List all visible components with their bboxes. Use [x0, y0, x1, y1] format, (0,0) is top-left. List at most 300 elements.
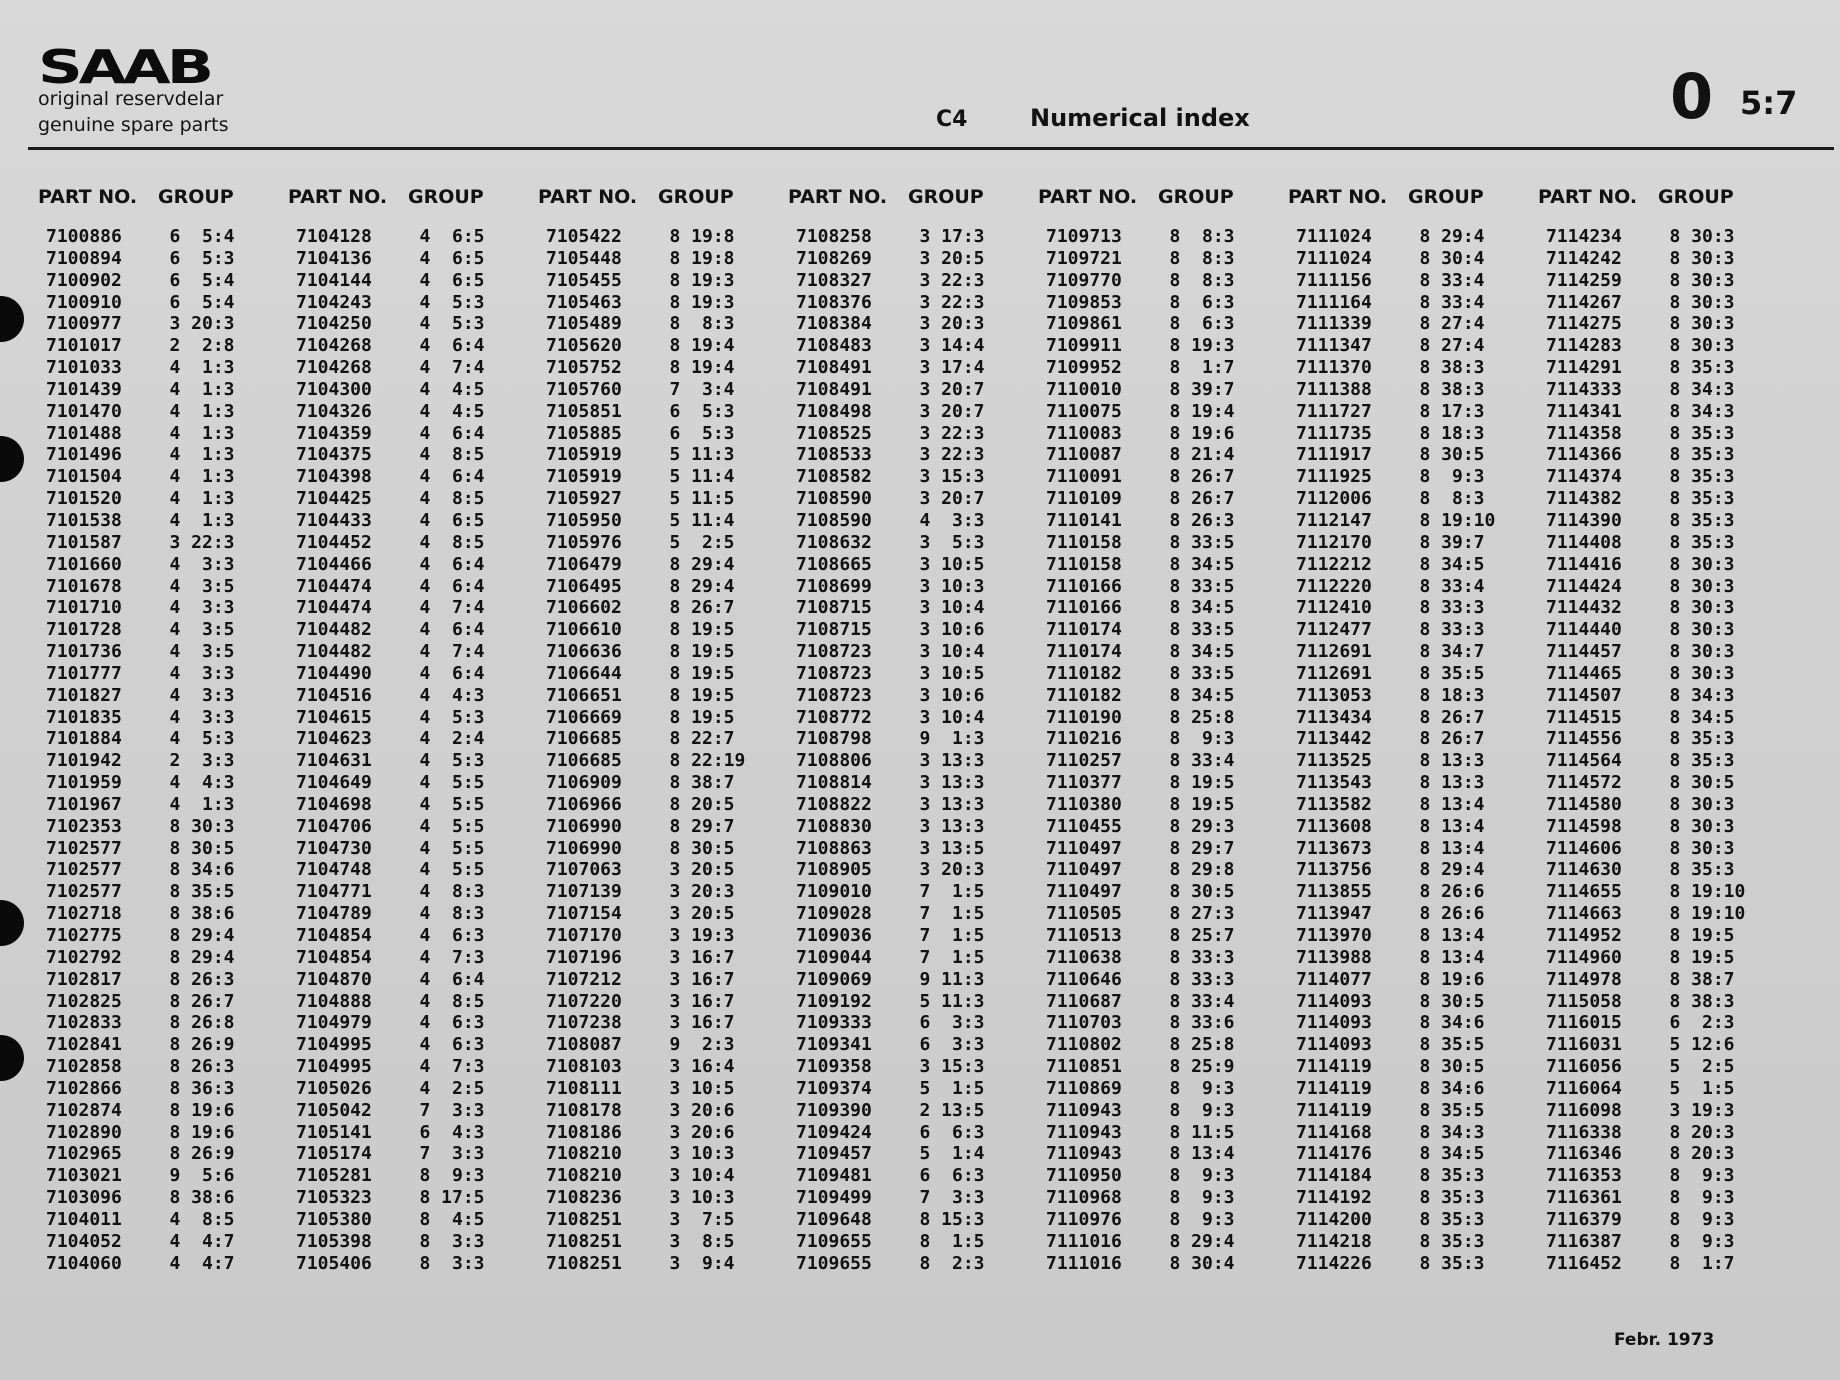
table-row [1538, 663, 1788, 685]
group-ref: 4 1:3 [169, 422, 235, 444]
part-number: 7113608 [1296, 815, 1372, 837]
table-row [1538, 794, 1788, 816]
binder-hole [0, 436, 24, 482]
table-row [1538, 969, 1788, 991]
table-row [1288, 816, 1538, 838]
table-row [288, 313, 538, 335]
part-number: 7110497 [1046, 837, 1122, 859]
part-number: 7114598 [1546, 815, 1622, 837]
part-number: 7114218 [1296, 1230, 1372, 1252]
part-number: 7114416 [1546, 553, 1622, 575]
group-ref: 8 19:8 [669, 226, 735, 247]
group-ref: 8 27:4 [1419, 313, 1485, 335]
part-number: 7107170 [546, 925, 622, 946]
part-number: 7108715 [796, 619, 872, 641]
group-ref: 8 30:3 [1669, 662, 1735, 684]
group-ref: 8 33:5 [1169, 619, 1235, 641]
group-ref: 8 18:3 [1419, 684, 1485, 706]
table-row [538, 1078, 788, 1100]
table-row [1038, 1100, 1288, 1122]
group-header: GROUP [158, 186, 234, 208]
group-ref: 8 33:3 [1419, 597, 1485, 619]
part-number: 7113525 [1296, 750, 1372, 772]
part-number: 7108491 [796, 378, 872, 400]
table-row [538, 1209, 788, 1231]
group-ref: 5 12:6 [1669, 1034, 1735, 1056]
group-ref: 8 9:3 [1169, 1099, 1235, 1121]
table-row [1288, 772, 1538, 794]
table-row [38, 728, 288, 750]
group-ref: 8 35:5 [169, 881, 235, 903]
part-number: 7104268 [296, 335, 372, 357]
table-row [1288, 641, 1538, 663]
table-row [38, 1231, 288, 1253]
table-row [538, 794, 788, 816]
part-number: 7104482 [296, 619, 372, 641]
table-row [538, 292, 788, 314]
table-row [1288, 1122, 1538, 1144]
table-row [538, 707, 788, 729]
table-row [288, 881, 538, 903]
part-number: 7110158 [1046, 531, 1122, 553]
part-number: 7105455 [546, 269, 622, 291]
part-number: 7110851 [1046, 1056, 1122, 1078]
table-row [288, 248, 538, 270]
table-row [1038, 1253, 1288, 1275]
group-ref: 8 22:7 [669, 728, 735, 750]
table-row [1038, 532, 1288, 554]
group-ref: 3 10:5 [919, 662, 985, 684]
group-ref: 4 6:4 [419, 619, 485, 641]
part-number: 7108772 [796, 706, 872, 728]
table-row [288, 728, 538, 750]
group-ref: 8 26:3 [1169, 509, 1235, 531]
table-row [288, 1100, 538, 1122]
part-number: 7100894 [46, 247, 122, 269]
part-number: 7110075 [1046, 400, 1122, 422]
table-row [788, 248, 1038, 270]
part-number: 7108830 [796, 815, 872, 837]
table-row [1288, 532, 1538, 554]
part-number: 7100910 [46, 291, 122, 313]
part-number: 7111156 [1296, 269, 1372, 291]
table-row [1288, 292, 1538, 314]
table-row [1038, 619, 1288, 641]
table-row [38, 991, 288, 1013]
part-number: 7114200 [1296, 1208, 1372, 1230]
group-ref: 8 19:4 [669, 335, 735, 357]
table-row [1288, 466, 1538, 488]
group-ref: 8 19:8 [669, 247, 735, 269]
group-ref: 4 6:3 [419, 1034, 485, 1056]
table-row [538, 1231, 788, 1253]
table-row [1038, 248, 1288, 270]
group-ref: 8 26:7 [1169, 488, 1235, 510]
table-row [38, 685, 288, 707]
part-number: 7114390 [1546, 509, 1622, 531]
table-row [788, 1209, 1038, 1231]
table-row [1538, 357, 1788, 379]
group-ref: 8 26:7 [669, 597, 735, 619]
group-ref: 3 5:3 [919, 531, 985, 553]
table-row [538, 576, 788, 598]
table-row [788, 488, 1038, 510]
table-row [1038, 1143, 1288, 1165]
part-number: 7112147 [1296, 509, 1372, 531]
part-number: 7112006 [1296, 488, 1372, 510]
part-number: 7100902 [46, 269, 122, 291]
part-number: 7101488 [46, 422, 122, 444]
table-row [1538, 947, 1788, 969]
table-row [1538, 1143, 1788, 1165]
group-ref: 8 29:4 [669, 575, 735, 597]
index-column [288, 186, 538, 1275]
table-row [1288, 1143, 1538, 1165]
table-row [1288, 1209, 1538, 1231]
part-number: 7114119 [1296, 1077, 1372, 1099]
group-ref: 8 34:5 [1419, 553, 1485, 575]
group-ref: 5 11:5 [669, 488, 735, 510]
part-number: 7114242 [1546, 247, 1622, 269]
part-number: 7113582 [1296, 793, 1372, 815]
part-number: 7104011 [46, 1208, 122, 1230]
group-ref: 8 34:5 [1419, 1143, 1485, 1165]
part-number: 7107063 [546, 859, 622, 881]
part-number: 7102718 [46, 903, 122, 925]
group-ref: 8 6:3 [1169, 313, 1235, 335]
group-ref: 7 1:5 [919, 903, 985, 925]
table-row [788, 925, 1038, 947]
part-number: 7110087 [1046, 444, 1122, 466]
part-number: 7104870 [296, 968, 372, 990]
group-ref: 8 36:3 [169, 1077, 235, 1099]
table-row [38, 1253, 288, 1275]
part-number: 7106651 [546, 684, 622, 706]
group-ref: 8 30:3 [1669, 575, 1735, 597]
group-ref: 8 33:3 [1419, 619, 1485, 641]
group-ref: 8 13:4 [1419, 946, 1485, 968]
group-ref: 8 19:5 [669, 619, 735, 641]
part-number: 7101835 [46, 706, 122, 728]
group-ref: 9 5:6 [169, 1165, 235, 1187]
table-row [788, 423, 1038, 445]
table-row [1538, 292, 1788, 314]
group-ref: 4 6:3 [419, 1012, 485, 1034]
group-ref: 4 3:3 [169, 597, 235, 619]
table-row [38, 554, 288, 576]
part-no-header: PART NO. [1038, 186, 1138, 208]
part-number: 7116387 [1546, 1230, 1622, 1252]
group-ref: 4 7:3 [419, 946, 485, 968]
group-ref: 8 35:3 [1669, 750, 1735, 772]
part-number: 7108798 [796, 728, 872, 750]
part-number: 7105398 [296, 1230, 372, 1252]
group-ref: 4 5:3 [169, 728, 235, 750]
part-number: 7114424 [1546, 575, 1622, 597]
group-ref: 4 8:3 [419, 903, 485, 925]
part-number: 7114226 [1296, 1252, 1372, 1274]
part-number: 7108590 [796, 509, 872, 531]
part-number: 7104375 [296, 444, 372, 466]
part-number: 7108376 [796, 291, 872, 313]
table-row [1538, 423, 1788, 445]
group-ref: 3 15:3 [919, 1056, 985, 1078]
table-row [1288, 1034, 1538, 1056]
part-number: 7104854 [296, 925, 372, 946]
part-number: 7108103 [546, 1056, 622, 1078]
table-row [538, 859, 788, 881]
group-ref: 8 19:5 [1669, 925, 1735, 946]
group-ref: 3 10:4 [919, 706, 985, 728]
group-ref: 4 6:4 [419, 553, 485, 575]
group-ref: 5 11:4 [669, 466, 735, 488]
part-number: 7108087 [546, 1034, 622, 1056]
table-row [38, 1143, 288, 1165]
table-row [288, 554, 538, 576]
part-number: 7111016 [1046, 1252, 1122, 1274]
part-number: 7110182 [1046, 684, 1122, 706]
part-number: 7113053 [1296, 684, 1372, 706]
part-number: 7105919 [546, 466, 622, 488]
group-ref: 8 26:9 [169, 1143, 235, 1165]
part-number: 7107212 [546, 968, 622, 990]
group-ref: 4 8:5 [419, 531, 485, 553]
table-row [38, 379, 288, 401]
table-row [288, 816, 538, 838]
table-row [38, 1100, 288, 1122]
part-number: 7104136 [296, 247, 372, 269]
table-row [788, 510, 1038, 532]
table-row [538, 554, 788, 576]
table-row [538, 1056, 788, 1078]
part-number: 7101017 [46, 335, 122, 357]
part-number: 7108186 [546, 1121, 622, 1143]
table-row [1288, 859, 1538, 881]
table-row [1288, 991, 1538, 1013]
group-ref: 8 19:5 [669, 706, 735, 728]
table-row [1538, 1100, 1788, 1122]
part-number: 7101967 [46, 793, 122, 815]
group-ref: 7 1:5 [919, 925, 985, 946]
group-ref: 8 19:4 [669, 357, 735, 379]
table-row [38, 1078, 288, 1100]
group-ref: 8 29:8 [1169, 859, 1235, 881]
table-row [788, 750, 1038, 772]
part-number: 7105141 [296, 1121, 372, 1143]
table-row [788, 379, 1038, 401]
part-number: 7110091 [1046, 466, 1122, 488]
group-ref: 8 13:4 [1419, 837, 1485, 859]
part-number: 7110968 [1046, 1187, 1122, 1209]
table-row [1288, 444, 1538, 466]
part-number: 7105380 [296, 1208, 372, 1230]
group-ref: 4 1:3 [169, 793, 235, 815]
table-row [788, 859, 1038, 881]
table-row [1538, 1187, 1788, 1209]
table-row [788, 401, 1038, 423]
part-number: 7108251 [546, 1208, 622, 1230]
table-row [788, 466, 1038, 488]
group-ref: 8 30:5 [1669, 772, 1735, 794]
part-number: 7101777 [46, 662, 122, 684]
part-number: 7105927 [546, 488, 622, 510]
group-ref: 8 35:3 [1419, 1208, 1485, 1230]
group-ref: 5 2:5 [1669, 1056, 1735, 1078]
table-row [1538, 248, 1788, 270]
group-ref: 4 4:7 [169, 1230, 235, 1252]
table-row [538, 226, 788, 248]
group-ref: 8 9:3 [1669, 1208, 1735, 1230]
table-row [1038, 1056, 1288, 1078]
group-ref: 8 3:3 [419, 1230, 485, 1252]
part-number: 7101678 [46, 575, 122, 597]
part-number: 7109044 [796, 946, 872, 968]
table-row [1288, 226, 1538, 248]
group-ref: 8 26:7 [1419, 706, 1485, 728]
table-row [538, 379, 788, 401]
part-number: 7114093 [1296, 990, 1372, 1012]
group-ref: 2 3:3 [169, 750, 235, 772]
part-number: 7110943 [1046, 1121, 1122, 1143]
table-row [788, 444, 1038, 466]
part-number: 7110802 [1046, 1034, 1122, 1056]
table-row [1288, 401, 1538, 423]
part-number: 7109036 [796, 925, 872, 946]
table-row [538, 1253, 788, 1275]
table-row [1038, 576, 1288, 598]
part-number: 7105323 [296, 1187, 372, 1209]
group-ref: 5 1:4 [919, 1143, 985, 1165]
table-row [288, 510, 538, 532]
table-row [1038, 1034, 1288, 1056]
table-row [1538, 1056, 1788, 1078]
part-number: 7108327 [796, 269, 872, 291]
group-ref: 8 34:6 [1419, 1077, 1485, 1099]
group-ref: 3 13:3 [919, 793, 985, 815]
group-ref: 8 20:3 [1669, 1121, 1735, 1143]
table-row [1288, 794, 1538, 816]
part-number: 7101520 [46, 488, 122, 510]
part-number: 7114366 [1546, 444, 1622, 466]
group-ref: 4 3:3 [169, 684, 235, 706]
table-row [38, 838, 288, 860]
table-row [288, 663, 538, 685]
column-header [1288, 186, 1538, 216]
group-ref: 8 34:5 [1169, 641, 1235, 663]
table-row [788, 270, 1038, 292]
group-ref: 7 1:5 [919, 946, 985, 968]
part-number: 7116353 [1546, 1165, 1622, 1187]
group-ref: 8 19:10 [1419, 509, 1496, 531]
part-number: 7104615 [296, 706, 372, 728]
table-row [1288, 663, 1538, 685]
part-number: 7114234 [1546, 226, 1622, 247]
table-row [1538, 510, 1788, 532]
group-ref: 8 34:3 [1669, 684, 1735, 706]
index-column [1288, 186, 1538, 1275]
group-ref: 8 33:4 [1419, 575, 1485, 597]
group-ref: 8 38:3 [1419, 357, 1485, 379]
table-row [288, 1034, 538, 1056]
table-row [38, 357, 288, 379]
table-row [1538, 1012, 1788, 1034]
part-number: 7112691 [1296, 662, 1372, 684]
part-number: 7110174 [1046, 619, 1122, 641]
table-row [38, 335, 288, 357]
table-row [788, 1122, 1038, 1144]
table-row [288, 357, 538, 379]
table-row [788, 1012, 1038, 1034]
column-header [38, 186, 288, 216]
part-number: 7104698 [296, 793, 372, 815]
group-ref: 8 35:3 [1669, 509, 1735, 531]
group-ref: 4 4:5 [419, 378, 485, 400]
table-row [1288, 270, 1538, 292]
part-number: 7110869 [1046, 1077, 1122, 1099]
group-ref: 7 3:3 [419, 1099, 485, 1121]
table-row [38, 270, 288, 292]
table-row [1288, 248, 1538, 270]
part-number: 7104052 [46, 1230, 122, 1252]
group-ref: 3 10:5 [919, 553, 985, 575]
part-number: 7104060 [46, 1252, 122, 1274]
part-number: 7106909 [546, 772, 622, 794]
table-row [38, 1122, 288, 1144]
table-row [288, 1253, 538, 1275]
part-number: 7114283 [1546, 335, 1622, 357]
group-ref: 3 17:3 [919, 226, 985, 247]
part-number: 7114259 [1546, 269, 1622, 291]
part-number: 7108251 [546, 1230, 622, 1252]
table-row [1288, 554, 1538, 576]
group-ref: 3 7:5 [669, 1208, 735, 1230]
part-number: 7101884 [46, 728, 122, 750]
part-number: 7114093 [1296, 1034, 1372, 1056]
group-ref: 2 13:5 [919, 1099, 985, 1121]
part-number: 7104398 [296, 466, 372, 488]
table-row [1038, 728, 1288, 750]
group-ref: 3 10:4 [919, 597, 985, 619]
part-number: 7105950 [546, 509, 622, 531]
group-ref: 8 34:6 [169, 859, 235, 881]
table-row [38, 1209, 288, 1231]
table-row [288, 488, 538, 510]
group-ref: 8 35:3 [1669, 357, 1735, 379]
group-ref: 8 34:7 [1419, 641, 1485, 663]
group-ref: 8 26:7 [169, 990, 235, 1012]
group-ref: 4 6:4 [419, 968, 485, 990]
part-number: 7105281 [296, 1165, 372, 1187]
group-ref: 8 9:3 [1669, 1165, 1735, 1187]
binder-hole [0, 1035, 24, 1081]
table-row [1288, 1012, 1538, 1034]
part-number: 7101504 [46, 466, 122, 488]
group-ref: 8 27:3 [1169, 903, 1235, 925]
table-row [1288, 576, 1538, 598]
table-row [38, 532, 288, 554]
part-number: 7105851 [546, 400, 622, 422]
group-ref: 4 3:3 [919, 509, 985, 531]
part-number: 7116452 [1546, 1252, 1622, 1274]
part-number: 7106990 [546, 815, 622, 837]
part-number: 7102833 [46, 1012, 122, 1034]
part-number: 7114119 [1296, 1056, 1372, 1078]
part-number: 7110513 [1046, 925, 1122, 946]
group-ref: 3 9:4 [669, 1252, 735, 1274]
table-row [1538, 838, 1788, 860]
part-number: 7108251 [546, 1252, 622, 1274]
part-number: 7108723 [796, 641, 872, 663]
